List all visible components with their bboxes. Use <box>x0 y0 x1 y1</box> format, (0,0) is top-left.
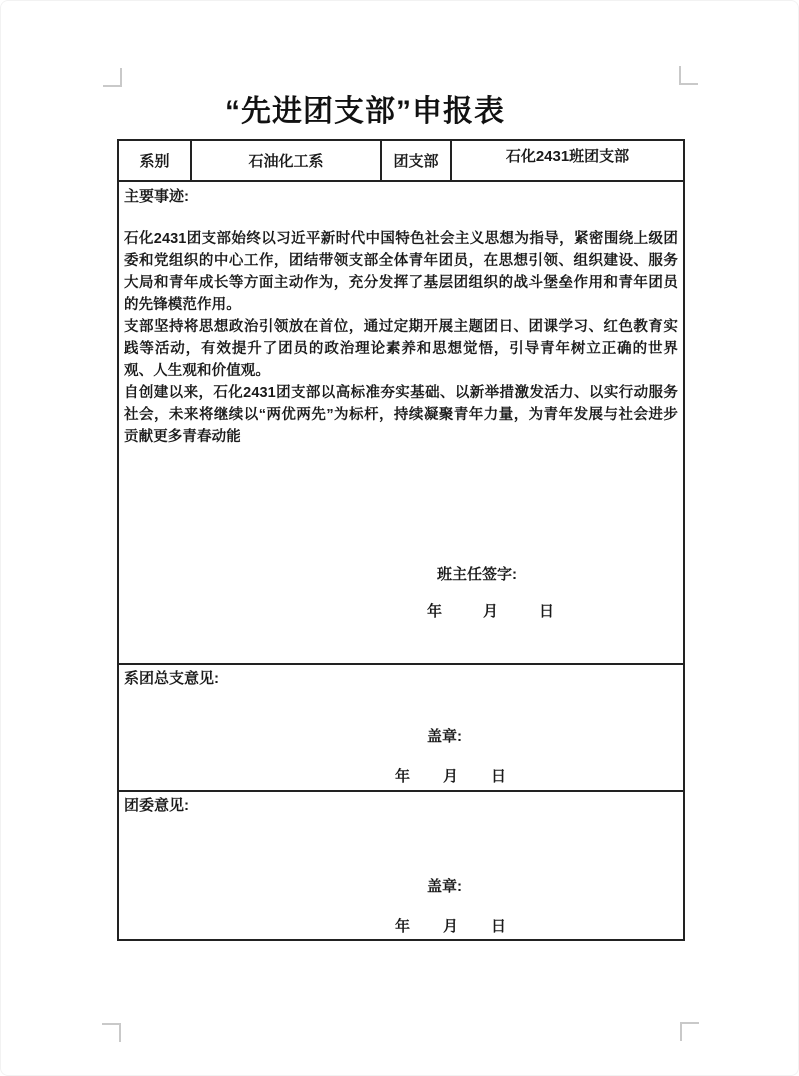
deeds-paragraph-2: 支部坚持将思想政治引领放在首位，通过定期开展主题团日、团课学习、红色教育实践等活动，有效提升了团员的政治理论素养和思想觉悟，引导青年树立正确的世界观、人生观和价值观。 <box>124 319 678 379</box>
teacher-signature-label: 班主任签字: <box>437 566 517 583</box>
day-label: 日 <box>491 768 507 785</box>
committee-seal-label: 盖章: <box>427 878 462 895</box>
deeds-label: 主要事迹: <box>124 188 189 205</box>
teacher-date-row <box>427 600 554 621</box>
header-row <box>118 140 684 181</box>
dept-value-cell <box>191 140 381 181</box>
month-label: 月 <box>483 603 499 620</box>
crop-mark-top-right <box>679 66 698 85</box>
dept-league-opinion-cell <box>118 664 684 791</box>
crop-mark-bottom-right <box>680 1022 699 1041</box>
crop-mark-bottom-left <box>102 1023 121 1042</box>
branch-label: 团支部 <box>393 153 439 170</box>
deeds-row <box>118 181 684 664</box>
dept-league-opinion-label: 系团总支意见: <box>124 670 219 687</box>
day-label: 日 <box>539 603 555 620</box>
deeds-paragraph-1: 石化2431团支部始终以习近平新时代中国特色社会主义思想为指导，紧密围绕上级团委和党组织的中心工作，团结带领支部全体青年团员，在思想引领、组织建设、服务大局和青年成长等方面主动作为，充分发挥了基层团组织的战斗堡垒作用和青年团员的先锋模范作用。 <box>124 231 678 313</box>
dept-league-date-row <box>395 765 506 786</box>
branch-value: 石化2431班团支部 <box>505 148 630 165</box>
committee-opinion-label: 团委意见: <box>124 797 189 814</box>
dept-league-opinion-row <box>118 664 684 791</box>
branch-label-cell <box>381 140 451 181</box>
committee-opinion-cell <box>118 791 684 940</box>
committee-opinion-row <box>118 791 684 940</box>
crop-mark-top-left <box>103 68 122 87</box>
committee-date-row <box>395 915 506 936</box>
main-deeds-cell <box>118 181 684 664</box>
day-label: 日 <box>491 918 507 935</box>
year-label: 年 <box>395 918 411 935</box>
page-title: “先进团支部”申报表 <box>225 95 505 128</box>
dept-label: 系别 <box>139 153 170 170</box>
month-label: 月 <box>443 768 459 785</box>
month-label: 月 <box>443 918 459 935</box>
year-label: 年 <box>427 603 443 620</box>
dept-league-seal-label: 盖章: <box>427 728 462 745</box>
branch-value-cell <box>451 140 684 181</box>
deeds-paragraph-3: 自创建以来，石化2431团支部以高标准夯实基础、以新举措激发活力、以实行动服务社会，未来将继续以“两优两先”为标杆，持续凝聚青年力量，为青年发展与社会进步贡献更多青春动能 <box>124 385 678 445</box>
year-label: 年 <box>395 768 411 785</box>
dept-label-cell <box>118 140 191 181</box>
dept-value: 石油化工系 <box>248 153 324 170</box>
application-form-table <box>117 139 685 941</box>
